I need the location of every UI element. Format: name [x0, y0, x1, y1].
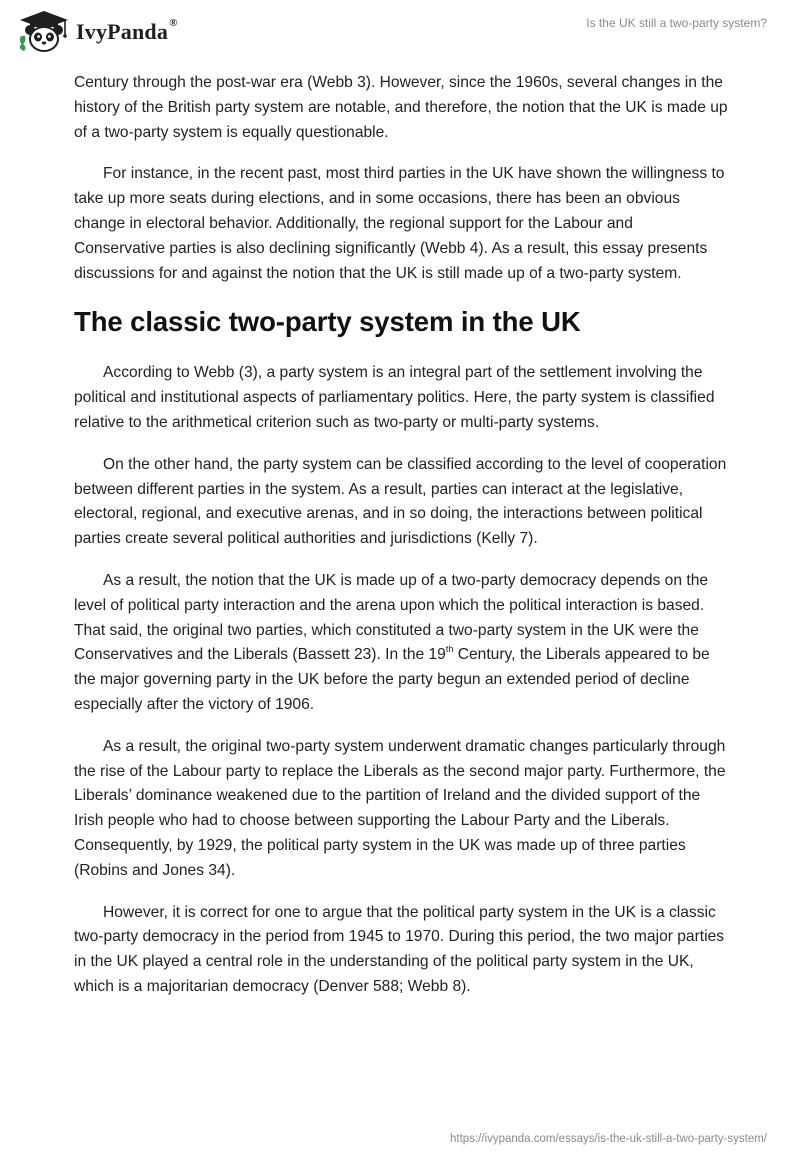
paragraph-webb-definition: According to Webb (3), a party system is an integral part of the settlement involving the political and institutional aspects of parliamentary politics. Here, the party system is classified relative to the arithmetical criterion such as two-party or multi-party systems.	[74, 364, 715, 431]
paragraph-classic-democracy: However, it is correct for one to argue that the political party system in the UK is a classic two-party democracy in the period from 1945 to 1970. During this period, the two major parties in the UK played a central role in the understanding of the political party system in the UK, which is a majoritarian democracy (Denver 588; Webb 8).	[74, 903, 725, 995]
page-header	[0, 0, 800, 64]
document-title: Is the UK still a two-party system?	[586, 16, 767, 30]
paragraph-labour-rise: As a result, the original two-party system underwent dramatic changes particularly through the rise of the Labour party to replace the Liberals as the second major party. Furthermore, the Liberals’ dominance weakened due to the partition of Ireland and the divided support of the Irish people who had to choose between supporting the Labour Party and the Liberals. Consequently, by 1929, the political party system in the UK was made up of three parties (Robins and Jones 34).	[74, 737, 726, 879]
paragraph-original-parties: As a result, the notion that the UK is made up of a two-party democracy depends on the level of political party interaction and the arena upon which the political interaction is based. That said, the original two parties, which constituted a two-party system in the UK were the Conservatives and the Liberals (Bassett 23). In the 19th Century, the Liberals appeared to be the major governing party in the UK before the party begun an extended period of decline especially after the victory of 1906.	[74, 571, 710, 713]
brand-name: IvyPanda®	[76, 17, 178, 44]
essay-body	[74, 71, 728, 1017]
ivypanda-logo[interactable]	[16, 9, 178, 55]
section-heading: The classic two-party system in the UK	[74, 306, 581, 338]
panda-graduate-icon	[16, 9, 72, 55]
paragraph-intro-continued: Century through the post-war era (Webb 3). However, since the 1960s, several changes in the history of the British party system are notable, and therefore, the notion that the UK is made up of a two-party system is equally questionable.	[74, 74, 728, 141]
source-url[interactable]: https://ivypanda.com/essays/is-the-uk-still-a-two-party-system/	[450, 1133, 767, 1145]
paragraph-cooperation: On the other hand, the party system can be classified according to the level of cooperation between different parties in the system. As a result, parties can interact at the legislative, electoral, regional, and executive arenas, and in so doing, the interactions between political parties create several political authorities and jurisdictions (Kelly 7).	[74, 455, 727, 548]
paragraph-third-parties: For instance, in the recent past, most third parties in the UK have shown the willingness to take up more seats during elections, and in some occasions, there has been an obvious change in electoral behavior. Additionally, the regional support for the Labour and Conservative parties is also declining significantly (Webb 4). As a result, this essay presents discussions for and against the notion that the UK is still made up of a two-party system.	[74, 165, 725, 282]
